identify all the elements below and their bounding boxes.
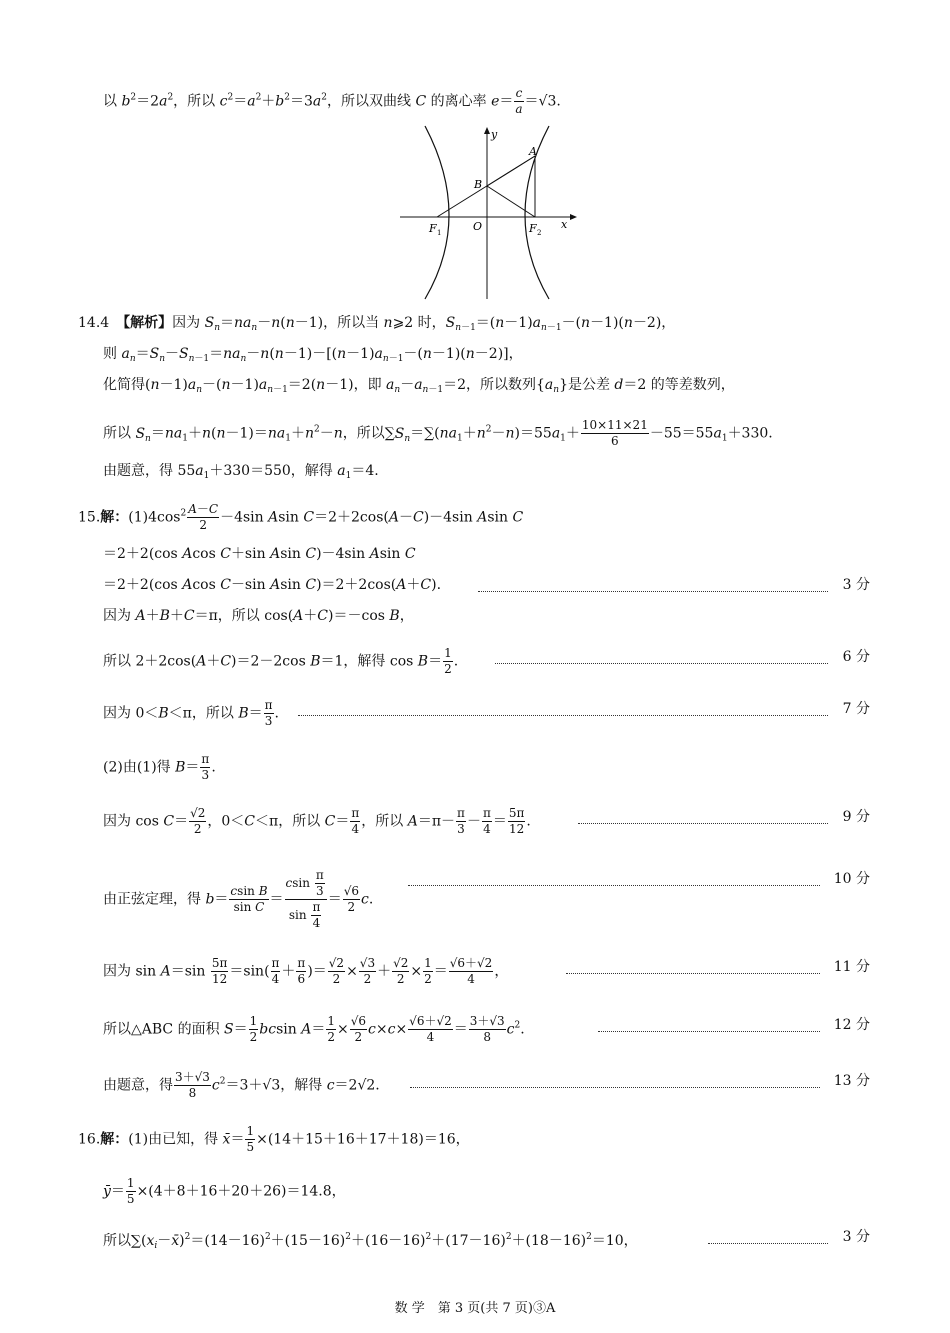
q16-number: 16. [78,1131,101,1148]
score-15-1: 3 分 [842,577,870,593]
label-A: A [529,145,537,158]
q15-line-1: 15.解：$(1)4\cos^2$ $\frac{A-C}{2}$ －4sin Asin C＝2＋2cos(A－C)－4sin Asin C [78,502,524,532]
page-footer: 数 学 第 3 页(共 7 页)③A [394,1301,556,1316]
label-O: O [473,220,483,233]
sine-law-lead: 由正弦定理，得 [103,891,201,908]
label-F2: F [529,222,537,235]
label-F2-sub: 2 [537,229,542,237]
score-15-4: 9 分 [842,809,870,825]
hyperbola-figure [395,124,580,302]
score-15-7: 12 分 [833,1017,870,1033]
q15-line-3: ＝2＋2(cos Acos C－sin Asin C)＝2＋2cos(A＋C). [103,577,442,593]
score-15-8: 13 分 [833,1073,870,1089]
q16-line-3: 所以$\sum(x_i-x̄)^2=(14-16)^2+(15-16)^2+(16-16)^2+(17-16)^2+(18-16)^2=10$， [103,1232,638,1251]
q15-line-5: 所以 2＋2cos(A＋C)＝2－2cos B＝1，解得 cos B＝ $\frac{1}{2}$ . [103,646,459,676]
q15-line-10: 因为 sin A＝sin $\frac{5\pi}{12}$ ＝sin( $\frac{\pi}{4}$ ＋ $\frac{\pi}{6}$ )＝ $\frac{√2}{2}$ × $\frac{√3}{2}$ ＋ $\frac{√2}{2}$ × $\frac{1}{2}$ ＝ $\frac{√6+√2}{4}$ ， [103,956,509,986]
score-15-3: 7 分 [842,701,870,717]
q15-line-7: (2)由(1)得 B＝ $\frac{\pi}{3}$ . [103,752,216,782]
score-15-6: 11 分 [833,959,870,975]
label-F1-sub: 1 [437,229,442,237]
score-16-1: 3 分 [842,1229,870,1245]
label-F1: F [429,222,437,235]
q15-line-12: 由题意，得 $\frac{3+√3}{8}$ $c^2=3+√3$，解得 c＝2√2. [103,1070,380,1100]
q14-heading: 【解析】 [123,315,173,331]
q16-line-1: 16.解：(1)由已知，得 x̄＝ $\frac{1}{5}$ ×(14＋15＋16＋17＋18)＝16， [78,1124,470,1154]
score-15-5: 10 分 [833,871,870,887]
q14-number: 14.4 [78,315,110,331]
q14-line-3: 化简得$(n-1)a_n-(n-1)a_{n-1}=2(n-1)$，即 $a_n-a_{n-1}=2$，所以数列$\{a_n\}$是公差 d＝2 的等差数列， [103,377,735,395]
q14-line-2: 则 $a_n=S_n-S_{n-1}=na_n-n(n-1)-[(n-1)a_{n-1}-(n-1)(n-2)]$， [103,346,523,364]
q14-line-1: 14.4 【解析】因为 $S_n=na_n-n(n-1)$，所以当 n⩾2 时，$S_{n-1}=(n-1)a_{n-1}-(n-1)(n-2)$， [78,315,676,333]
q15-line-4: 因为 A＋B＋C＝π，所以 cos(A＋C)＝－cos B， [103,608,414,624]
q14-line-4: 所以 $S_n=na_1+n(n-1)=na_1+n^2-n$，所以$\sum S_n=\sum(na_1+n^2-n)=55a_1+$ $\frac{10\times 11\times 21}{6}$ $-55=55a_1+330$. [103,418,773,448]
q16-line-2: ȳ＝ $\frac{1}{5}$ ×(4＋8＋16＋20＋26)＝14.8， [103,1176,346,1206]
q14-line-5: 由题意，得 $55a_1+330=550$，解得 $a_1=4$. [103,463,379,481]
q16-heading: 解： [100,1131,129,1148]
label-y: y [491,128,498,141]
area-lead: 所以△ABC 的面积 [103,1021,220,1038]
line-eccentricity: 以 $b^2=2a^2$，所以 $c^2=a^2+b^2=3a^2$，所以双曲线 C 的离心率 e＝ $\frac{c}{a}$ ＝√3. [103,86,561,116]
q15-line-8: 因为 cos C＝ $\frac{√2}{2}$ ，0＜C＜π，所以 C＝ $\frac{\pi}{4}$ ，所以 A＝π－ $\frac{\pi}{3}$ － $\frac{\pi}{4}$ ＝ $\frac{5\pi}{12}$ . [103,806,531,836]
q15-line-6: 因为 0＜B＜π，所以 B＝ $\frac{\pi}{3}$ . [103,698,279,728]
q15-number: 15. [78,509,101,526]
q15-line-9: 由正弦定理，得 b＝ $\frac{\text{csin B}}{\text{sin C}}$ ＝ csin $\frac{\pi}{3}$ sin $\frac{\pi}{4}$ ＝ $\frac{√6}{2}$ c. [103,868,374,930]
score-15-2: 6 分 [842,649,870,665]
q15-line-2: ＝2＋2(cos Acos C＋sin Asin C)－4sin Asin C [103,546,416,562]
q15-heading: 解： [100,509,129,526]
label-B: B [474,178,483,191]
q15-line-11: 所以△ABC 的面积 S＝ $\frac{1}{2}$ bcsin A＝ $\frac{1}{2}$ × $\frac{√6}{2}$ c×c× $\frac{√6+√2}{4}$ ＝ $\frac{3+√3}{8}$ $c^2$. [103,1014,525,1044]
label-x: x [561,218,568,231]
